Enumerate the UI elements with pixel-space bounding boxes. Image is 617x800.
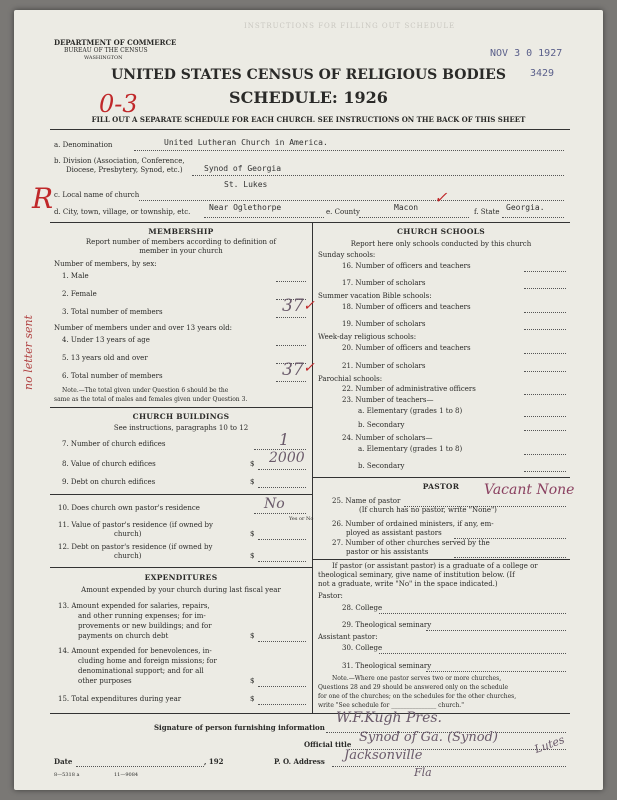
q20-label: 20. Number of officers and teachers [342, 344, 471, 352]
q7-value[interactable]: 1 [279, 430, 290, 449]
division-label-2: Diocese, Presbytery, Synod, etc.) [66, 166, 183, 174]
q4-line [276, 345, 306, 346]
divider-membership [50, 407, 312, 408]
membership-heading: MEMBERSHIP [148, 227, 214, 236]
city-label: d. City, town, village, or township, etc. [54, 208, 191, 216]
form-instruction: FILL OUT A SEPARATE SCHEDULE FOR EACH CHURCH. SEE INSTRUCTIONS ON THE BACK OF THIS SHEET [91, 115, 526, 124]
q30-line [379, 653, 566, 654]
denomination-line [134, 150, 564, 151]
q14-line [258, 686, 306, 687]
q25-value[interactable]: Vacant None [484, 482, 575, 498]
age-intro-label: Number of members under and over 13 years old: [54, 324, 233, 332]
q31-line [426, 671, 566, 672]
q8-line [258, 469, 306, 470]
membership-note-1: Note.—The total given under Question 6 should be the [62, 387, 229, 394]
faint-bleed-text: INSTRUCTIONS FOR FILLING OUT SCHEDULE [244, 22, 456, 30]
pastor-note-4: write "See schedule for _______________ church." [318, 702, 464, 709]
q18-line [524, 312, 566, 313]
q29-label: 29. Theological seminary [342, 621, 432, 629]
q22-label: 22. Number of administrative officers [342, 385, 476, 393]
schools-heading: CHURCH SCHOOLS [397, 227, 485, 236]
q24-label: 24. Number of scholars— [342, 434, 433, 442]
dept-name: DEPARTMENT OF COMMERCE [54, 38, 177, 47]
q23a-label: a. Elementary (grades 1 to 8) [358, 407, 463, 415]
form-schedule: SCHEDULE: 1926 [229, 88, 388, 107]
q29-line [426, 630, 566, 631]
state-label: f. State [474, 208, 500, 216]
q11-dollar: $ [250, 530, 255, 538]
q14-dollar: $ [250, 677, 255, 685]
q7-label: 7. Number of church edifices [62, 440, 166, 448]
frame-bottom [50, 713, 570, 714]
q14-label-3: denominational support; and for all [78, 667, 204, 675]
margin-note: no letter sent [22, 315, 35, 390]
q17-label: 17. Number of scholars [342, 279, 426, 287]
q25-label: 25. Name of pastor [332, 497, 401, 505]
q4-label: 4. Under 13 years of age [62, 336, 150, 344]
q15-label: 15. Total expenditures during year [58, 695, 182, 703]
red-annotation-left: R [32, 182, 54, 215]
q17-line [524, 288, 566, 289]
q27-label-1: 27. Number of other churches served by the [332, 539, 490, 547]
membership-intro-1: Report number of members according to definition of [85, 238, 277, 246]
q12-label-1: 12. Debt on pastor's residence (if owned by [58, 543, 213, 551]
denomination-label: a. Denomination [54, 141, 113, 149]
q10-value[interactable]: No [264, 496, 285, 512]
weekday-label: Week-day religious schools: [318, 333, 417, 341]
q3-label: 3. Total number of members [62, 308, 163, 316]
grad-text-2: theological seminary, give name of institution below. (If [318, 571, 515, 579]
buildings-heading: CHURCH BUILDINGS [132, 412, 230, 421]
membership-intro-2: member in your church [139, 247, 223, 255]
date-line [76, 766, 204, 767]
q1-label: 1. Male [62, 272, 89, 280]
q12-label-2: church) [114, 552, 142, 560]
form-number-1: 8—5318 a [54, 772, 80, 778]
q28-label: 28. College [342, 604, 383, 612]
red-check-county: ✓ [434, 188, 448, 207]
received-date-stamp: NOV 3 0 1927 [490, 48, 563, 59]
q14-label-4: other purposes [78, 677, 132, 685]
form-number-2: 11—9084 [114, 772, 139, 778]
q9-label: 9. Debt on church edifices [62, 478, 156, 486]
q9-dollar: $ [250, 478, 255, 486]
census-form-sheet [14, 10, 603, 790]
division-label-1: b. Division (Association, Conference, [54, 157, 185, 165]
schools-intro: Report here only schools conducted by this church [350, 240, 532, 248]
q27-label-2: pastor or his assistants [346, 548, 429, 556]
state-value[interactable]: Georgia. [506, 203, 545, 212]
q19-label: 19. Number of scholars [342, 320, 426, 328]
divider-top [50, 129, 570, 130]
q16-line [524, 271, 566, 272]
q23a-line [524, 416, 566, 417]
official-title-value[interactable]: Synod of Ga. (Synod) [359, 730, 498, 745]
q18-label: 18. Number of officers and teachers [342, 303, 471, 311]
q13-dollar: $ [250, 632, 255, 640]
q13-label-1: 13. Amount expended for salaries, repairs, [58, 602, 210, 610]
pastor-sub-label: Pastor: [318, 592, 343, 600]
red-check-q3: ✓ [303, 298, 315, 314]
q2-label: 2. Female [62, 290, 97, 298]
q12-line [258, 561, 306, 562]
parochial-label: Parochial schools: [318, 375, 383, 383]
buildings-sub: See instructions, paragraphs 10 to 12 [113, 424, 249, 432]
divider-buildings [50, 494, 312, 495]
grad-text-1: If pastor (or assistant pastor) is a graduate of a college or [332, 562, 538, 570]
q24a-line [524, 454, 566, 455]
expenditures-heading: EXPENDITURES [144, 573, 218, 582]
q14-label-2: cluding home and foreign missions; for [78, 657, 217, 665]
q12-dollar: $ [250, 552, 255, 560]
frame-top [50, 222, 570, 223]
address-label: P. O. Address [274, 757, 325, 766]
asst-sub-label: Assistant pastor: [318, 633, 378, 641]
q26-label-1: 26. Number of ordained ministers, if any, em- [332, 520, 494, 528]
vacation-label: Summer vacation Bible schools: [318, 292, 432, 300]
q20-line [524, 353, 566, 354]
schedule-number-stamp: 3429 [530, 68, 555, 79]
q14-label-1: 14. Amount expended for benevolences, in- [58, 647, 212, 655]
q13-line [258, 641, 306, 642]
q22-line [524, 394, 566, 395]
q23b-label: b. Secondary [358, 421, 405, 429]
pastor-heading: PASTOR [422, 482, 460, 491]
official-title-extra: Lutes [532, 733, 567, 756]
q15-line [258, 704, 306, 705]
date-year: , 192 [204, 757, 224, 766]
signature-label: Signature of person furnishing information [154, 723, 325, 732]
q10-label: 10. Does church own pastor's residence [58, 504, 200, 512]
signature-value[interactable]: W.F.Kugh Pres. [336, 710, 443, 726]
membership-note-2: same as the total of males and females given under Question 3. [54, 396, 248, 403]
city-line [204, 217, 324, 218]
q24b-label: b. Secondary [358, 462, 405, 470]
q13-label-2: and other running expenses; for im- [78, 612, 206, 620]
q3-line [276, 317, 306, 318]
q8-dollar: $ [250, 460, 255, 468]
address-value-1[interactable]: Jacksonville [344, 748, 423, 763]
q19-line [524, 329, 566, 330]
pastor-note-1: Note.—Where one pastor serves two or more churches, [332, 675, 502, 682]
q23b-line [524, 430, 566, 431]
q1-line [276, 281, 306, 282]
q24b-line [524, 471, 566, 472]
divider-residence [50, 567, 312, 568]
official-title-label: Official title [304, 740, 352, 749]
q31-label: 31. Theological seminary [342, 662, 432, 670]
q30-label: 30. College [342, 644, 383, 652]
q15-dollar: $ [250, 695, 255, 703]
q25-note: (If church has no pastor, write "None") [359, 506, 497, 514]
q6-value[interactable]: 37 [282, 360, 304, 380]
q28-line [379, 613, 566, 614]
division-value[interactable]: Synod of Georgia [204, 164, 282, 173]
division-line [192, 175, 564, 176]
red-check-q6: ✓ [303, 360, 315, 376]
red-annotation-top: 0-3 [99, 90, 138, 118]
q10-line [254, 513, 306, 514]
church-name-value[interactable]: St. Lukes [224, 180, 268, 189]
q5-label: 5. 13 years old and over [62, 354, 148, 362]
q13-label-3: provements or new buildings; and for [78, 622, 212, 630]
date-label: Date [54, 757, 73, 766]
q11-line [258, 539, 306, 540]
sunday-label: Sunday schools: [318, 251, 376, 259]
q8-value[interactable]: 2000 [269, 450, 305, 466]
q27-line [454, 557, 566, 558]
grad-text-3: not a graduate, write "No" in the space indicated.) [318, 580, 498, 588]
q6-line [276, 381, 306, 382]
bureau-name: BUREAU OF THE CENSUS [64, 47, 148, 54]
q21-line [524, 371, 566, 372]
county-value[interactable]: Macon [394, 203, 419, 212]
by-sex-label: Number of members, by sex: [54, 260, 157, 268]
q3-value[interactable]: 37 [282, 296, 304, 316]
address-line [332, 766, 566, 767]
expenditures-sub: Amount expended by your church during last fiscal year [81, 586, 281, 594]
church-name-label: c. Local name of church [54, 191, 140, 199]
q11-label-1: 11. Value of pastor's residence (if owned by [58, 521, 213, 529]
county-label: e. County [326, 208, 360, 216]
frame-middle [312, 222, 313, 713]
pastor-note-2: Questions 28 and 29 should be answered only on the schedule [318, 684, 509, 691]
q24a-label: a. Elementary (grades 1 to 8) [358, 445, 463, 453]
city-value[interactable]: Near Oglethorpe [209, 203, 282, 212]
q11-label-2: church) [114, 530, 142, 538]
q13-label-4: payments on church debt [78, 632, 169, 640]
q26-label-2: ployed as assistant pastors [346, 529, 442, 537]
q21-label: 21. Number of scholars [342, 362, 426, 370]
denomination-value[interactable]: United Lutheran Church in America. [164, 138, 328, 147]
q9-line [258, 487, 306, 488]
q23-label: 23. Number of teachers— [342, 396, 434, 404]
church-name-line [139, 200, 564, 201]
divider-pastor [312, 559, 570, 560]
state-line [502, 217, 564, 218]
q16-label: 16. Number of officers and teachers [342, 262, 471, 270]
q6-label: 6. Total number of members [62, 372, 163, 380]
pastor-note-3: for one of the churches; on the schedules for the other churches, [318, 693, 517, 700]
yes-no-hint: Yes or No [289, 516, 314, 522]
q8-label: 8. Value of church edifices [62, 460, 156, 468]
divider-schools [312, 477, 570, 478]
address-value-2[interactable]: Fla [414, 766, 432, 779]
form-title: UNITED STATES CENSUS OF RELIGIOUS BODIES [111, 67, 506, 83]
bureau-city: WASHINGTON [84, 55, 123, 61]
county-line [359, 217, 469, 218]
